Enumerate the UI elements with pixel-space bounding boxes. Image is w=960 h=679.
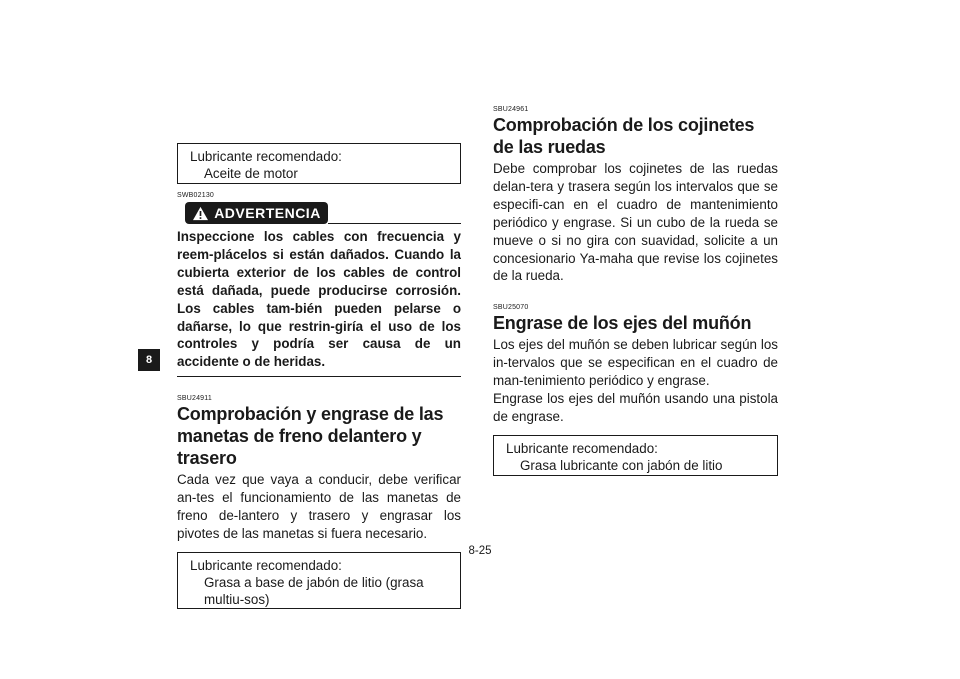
section-title: Comprobación y engrase de las manetas de freno delantero y trasero bbox=[177, 404, 444, 469]
warning-block bbox=[177, 192, 461, 377]
pivot-shafts-section bbox=[493, 304, 778, 426]
lubricant-box-lithium-soap bbox=[493, 435, 778, 476]
warning-text: Inspeccione los cables con frecuencia y reem-plácelos si están dañados. Cuando la cubierta exterior de los cables de control está dañada, puede producirse corrosión. Los cables tam-bién pueden pelarse o dañarse, lo que restrin-giría el uso de los controles y podría ser causa de un accidente o de heridas. bbox=[177, 228, 461, 377]
section-code: SBU24911 bbox=[177, 395, 212, 403]
section-body: Los ejes del muñón se deben lubricar según los in-tervalos que se especifican en el cuadro de man-tenimiento periódico y engrase. bbox=[493, 337, 778, 389]
section-body: Engrase los ejes del muñón usando una pistola de engrase. bbox=[493, 391, 778, 424]
warning-badge bbox=[185, 202, 328, 224]
lubricant-value: Grasa a base de jabón de litio (grasa multiu-sos) bbox=[204, 574, 424, 607]
page-number: 8-25 bbox=[468, 545, 492, 557]
warning-code: SWB02130 bbox=[177, 192, 215, 199]
lubricant-label: Lubricante recomendado: bbox=[190, 149, 342, 164]
warning-triangle-icon bbox=[192, 206, 209, 221]
warning-header bbox=[177, 202, 461, 224]
lubricant-label: Lubricante recomendado: bbox=[190, 557, 342, 573]
brake-lever-section bbox=[177, 395, 461, 543]
lubricant-label: Lubricante recomendado: bbox=[506, 440, 658, 456]
warning-rule bbox=[328, 223, 461, 224]
wheel-bearings-section bbox=[493, 106, 778, 285]
section-body: Cada vez que vaya a conducir, debe verificar an-tes el funcionamiento de las manetas de freno de-lantero y trasero y engrasar los pivotes de las manetas si fuera necesario. bbox=[177, 472, 461, 541]
right-column bbox=[493, 106, 778, 476]
lubricant-box-lithium-grease bbox=[177, 552, 461, 609]
section-title: Comprobación de los cojinetes de las ruedas bbox=[493, 115, 755, 157]
lubricant-box-engine-oil bbox=[177, 143, 461, 184]
chapter-tab: 8 bbox=[138, 349, 160, 371]
section-title: Engrase de los ejes del muñón bbox=[493, 313, 752, 334]
section-code: SBU24961 bbox=[493, 106, 529, 113]
section-body: Debe comprobar los cojinetes de las ruedas delan-tera y trasera según los intervalos que se especifi-can en el cuadro de mantenimiento periódico y engrase. Si un cubo de la rueda se mueve o si no gira con suavidad, solicite a un concesionario Ya-maha que revise los cojinetes de la rueda. bbox=[493, 161, 778, 284]
left-column bbox=[177, 143, 461, 609]
section-code: SBU25070 bbox=[493, 304, 529, 312]
warning-badge-label: ADVERTENCIA bbox=[214, 205, 321, 221]
lubricant-value: Aceite de motor bbox=[204, 166, 298, 181]
lubricant-value: Grasa lubricante con jabón de litio bbox=[520, 457, 723, 473]
